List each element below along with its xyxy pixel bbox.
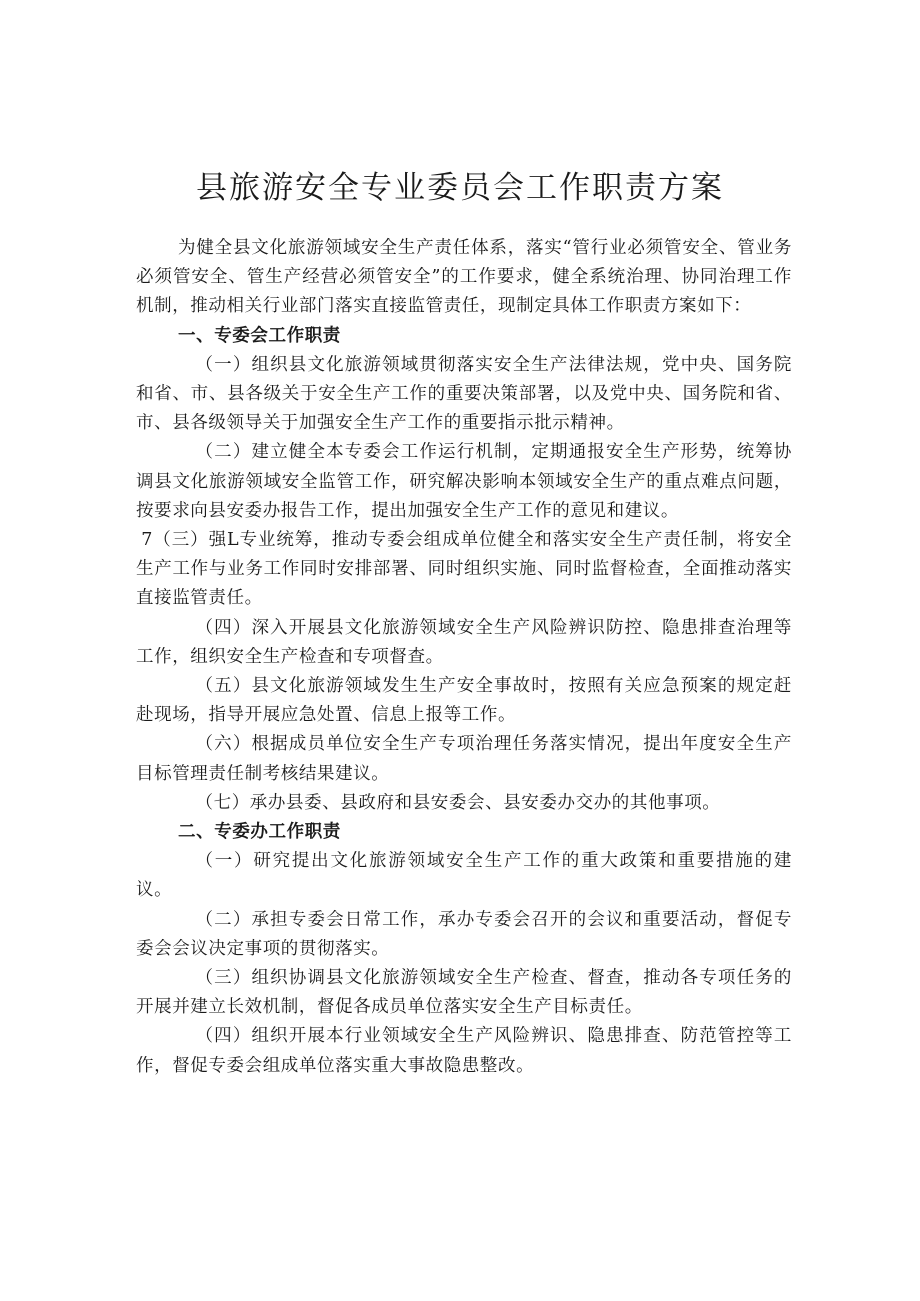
office-duty-1: （一）研究提出文化旅游领域安全生产工作的重大政策和重要措施的建议。 [136, 851, 792, 901]
committee-duty-1: （一）组织县文化旅游领域贯彻落实安全生产法律法规，党中央、国务院和省、市、县各级关于安全生产工作的重要决策部署，以及党中央、国务院和省、市、县各级领导关于加强安全生产工作的重要指示批示精神。 [136, 354, 792, 434]
document-title: 县旅游安全专业委员会工作职责方案 [196, 170, 724, 206]
office-duty-3: （三）组织协调县文化旅游领域安全生产检查、督查，推动各专项任务的开展并建立长效机制，督促各成员单位落实安全生产目标责任。 [136, 968, 792, 1018]
office-duty-4: （四）组织开展本行业领域安全生产风险辨识、隐患排查、防范管控等工作，督促专委会组成单位落实重大事故隐患整改。 [136, 1026, 792, 1076]
document-body [136, 234, 792, 1081]
committee-duty-6: （六）根据成员单位安全生产专项治理任务落实情况，提出年度安全生产目标管理责任制考核结果建议。 [136, 734, 792, 784]
committee-duty-4: （四）深入开展县文化旅游领域安全生产风险辨识防控、隐患排查治理等工作，组织安全生产检查和专项督查。 [136, 617, 792, 667]
section-heading-committee: 一、专委会工作职责 [178, 325, 341, 346]
committee-duty-7: （七）承办县委、县政府和县安委会、县安委办交办的其他事项。 [195, 792, 721, 813]
committee-duty-3: 7（三）强L专业统筹，推动专委会组成单位健全和落实安全生产责任制，将安全生产工作与业务工作同时安排部署、同时组织实施、同时监督检查，全面推动落实直接监管责任。 [136, 530, 792, 609]
committee-duty-5: （五）县文化旅游领域发生生产安全事故时，按照有关应急预案的规定赶赴现场，指导开展应急处置、信息上报等工作。 [136, 676, 792, 726]
intro-paragraph: 为健全县文化旅游领域安全生产责任体系，落实“管行业必须管安全、管业务必须管安全、管生产经营必须管安全”的工作要求，健全系统治理、协同治理工作机制，推动相关行业部门落实直接监管责任，现制定具体工作职责方案如下： [136, 238, 792, 317]
office-duty-2: （二）承担专委会日常工作，承办专委会召开的会议和重要活动，督促专委会会议决定事项的贯彻落实。 [136, 909, 792, 959]
committee-duty-2: （二）建立健全本专委会工作运行机制，定期通报安全生产形势，统筹协调县文化旅游领域安全监管工作，研究解决影响本领域安全生产的重点难点问题，按要求向县安委办报告工作，提出加强安全生产工作的意见和建议。 [136, 442, 792, 521]
section-heading-office: 二、专委办工作职责 [178, 822, 341, 843]
